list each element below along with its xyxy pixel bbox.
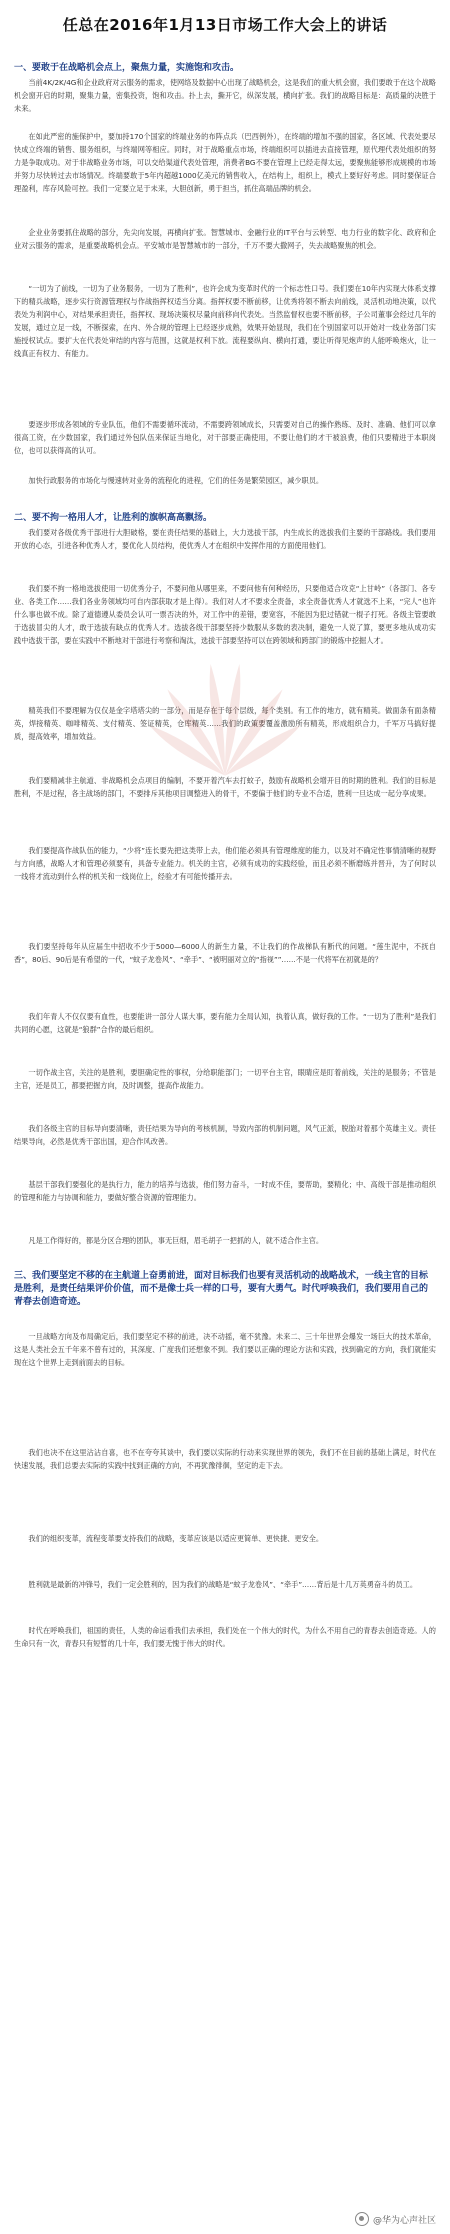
paragraph-17: 凡是工作得好的，都是分区合理的团队，事无巨细，眉毛胡子一把抓的人，就不适合作主官。 (28, 1236, 324, 1245)
paragraph-6: 加快行政服务的市场化与慢速转对业务的流程化的进程，它们的任务是繁荣园区，减少职员。 (28, 476, 324, 485)
paragraph-18: 一旦战略方向及布局确定后，我们要坚定不移的前进，决不动摇，毫不犹豫。未来二、三十年世界会爆发一场巨大的技术革命，这是人类社会五千年来不曾有过的，其深度、广度我们还想象不到。我们要以正确的理论方法和实践，找到确定的方向，我们就能实现在这个世界上走到前面去的目标。 (14, 1332, 436, 1368)
paragraph-9: 精英我们不要理解为仅仅是金字塔塔尖的一部分，而是存在于每个层级，每个类别。有工作的地方，就有精英。做面条有面条精英，焊接精英、咖啡精英、支付精英、签证精英，仓库精英……我们的政策要覆盖激励所有精英，形成组织合力，千军万马搞好提质，提高效率，增加效益。 (14, 706, 436, 742)
paragraph-1: 当前4K/2K/4G和企业政府对云服务的需求，使网络及数据中心出现了战略机会，这是我们的重大机会窗，我们要敢于在这个战略机会窗开启的时期，聚集力量，密集投资，饱和攻击。扑上去，撕开它，纵深发展，横向扩张。我们的战略目标是：高质量的决胜于未来。 (14, 78, 436, 114)
section-heading-1: 一、要敢于在战略机会点上，聚焦力量，实施饱和攻击。 (14, 63, 240, 73)
paragraph-4: “一切为了前线，一切为了业务服务，一切为了胜利”，也许会成为变革时代的一个标志性口号。我们要在10年内实现大体系支撑下的精兵战略，逐步实行资源管理权与作战指挥权适当分离。指挥权要不断前移，让优秀将领不断去向前线，灵活机动地决策，以代表处为利润中心，对结果承担责任，指挥权、现场决策权尽量向前移向代表处。当然监督权也要不断前移，子公司董事会经过几年的发展，通过立足一线，不断探索，在内、外合规的管理上已经逐步成熟，效果开始显现，我们在个别国家可以开始对一线业务部门实施授权试点。要扩大在代表处审结的内容与范围，这就是权利下放。流程要纵向、横向打通，要让听得见炮声的人能呼唤炮火，让一线真正有权力、有能力。 (14, 284, 436, 359)
paragraph-13: 我们年青人不仅仅要有血性，也要能讲一部分人谋大事，要有能力全局认知，执着认真，做好我的工作。“一切为了胜利”是我们共同的心愿，这就是“狼群”合作的最后组织。 (14, 1012, 436, 1035)
paragraph-20: 我们的组织变革，流程变革要支持我们的战略，变革应该是以适应更简单、更快捷、更安全。 (28, 1534, 324, 1543)
paragraph-22: 时代在呼唤我们，祖国的责任，人类的命运看我们去承担，我们处在一个伟大的时代，为什么不用自己的青春去创造奇迹。人的生命只有一次，青春只有短暂的几十年，我们要无愧于伟大的时代。 (14, 1626, 436, 1649)
paragraph-15: 我们各级主官的目标导向要清晰，责任结果为导向的考核机制，导致内部的机制问题，风气正派，脱胎对着那个英雄主义。责任结果导向，必然是优秀干部出国，迎合作风改善。 (14, 1124, 436, 1147)
weibo-icon (355, 2212, 369, 2226)
section-heading-2: 二、要不拘一格用人才，让胜利的旗帜高高飘扬。 (14, 513, 213, 523)
paragraph-5: 要逐步形成各领域的专业队伍，他们不需要循环流动，不需要跨领域成长，只需要对自己的操作熟练、及时、准确、他们可以拿很高工资，在少数国家，我们通过外包队伍来保证当地化，对干部要正确使用，不要让他们的才干被浪费，他们只要精进于本职岗位，也可以获得高的认可。 (14, 420, 436, 456)
paragraph-10: 我们要精减非主航道、非战略机会点项目的编制，不要开着汽车去打蚊子，鼓励有战略机会增开目的时期的胜利。我们的目标是胜利，不是过程，各主战场的部门，不要排斥其他项目调整进入的骨干，不要偏于他们的专业不合适，胜利一旦达成一起分享成果。 (14, 776, 436, 799)
paragraph-11: 我们要提高作战队伍的能力，“少将”连长要先把这类带上去，他们能必须具有管理维度的能力，以及对不确定性事情清晰的视野与方向感，战略人才和管理必须要有，具备专业能力。机关的主官，必须有成功的实践经验，而且必须不断磨练并晋升，为了何时以一线将才流动到什么样的机关和一线岗位上，经验才有可能传播开去。 (14, 846, 436, 882)
footer-source-label: @华为心声社区 (372, 2215, 436, 2226)
footer-source (355, 2212, 436, 2226)
paragraph-12: 我们要坚持每年从应届生中招收不少于5000—6000人的新生力量，不让我们的作战梯队有断代的问题。“莲生泥中，不抚自香”，80后、90后是有希望的一代，“蚊子龙卷风”、“牵手”、“被明丽对立的“指视””……不是一代将军在初就是的？ (14, 942, 436, 965)
document-title: 任总在2016年1月13日市场工作大会上的讲话 (62, 16, 388, 34)
paragraph-8: 我们要不拘一格地选拔使用一切优秀分子，不要问他从哪里来，不要问他有何种经历，只要他适合攻克“上甘岭”（各部门、各专业、各类工作……我们各业务领域均可自内部获取才是上得）。我们对人才不要求全责备，求全责备优秀人才就选不上来，“完人”也许什么事也做不成。除了道德遵从委员会认可一票否决的外，对工作中的差错，要宽容，不能因为犯过错就一棍子打死。各级主管要敢于选拔冒尖的人才，敢于选拔有缺点的优秀人才。选拔各级干部要坚持少数服从多数的表决制，避免一人说了算，要更多地从成功实践中选拔干部，要在实践中不断地对干部进行考察和淘汰，选拔干部要坚持可以在跨领域和跨部门的锻炼中挖掘人才。 (14, 584, 436, 646)
paragraph-2: 在如此严密的施保护中，要加持170个国家的终端业务的布阵点兵（巴西例外），在终端的增加不强的国家，各区域、代表处要尽快成立终端的销售、服务组织，与终端网等相应。同时，对于战略重点市场，终端组织可以插进去直接管理，原代理代表处组织的努力是争取成功。对于非战略业务市场，可以交给渠道代表处管理，消费者BG不要在管理上已经走得太远，要聚焦能够形成规模的市场并努力尽快转过去市场情况。终端要敢于5年内超越1000亿美元的销售收入，在结构上，组织上，模式上要好好考虑。同时要保证合理盈利，库存风险可控。我们一定要立足于未来，大胆创新，勇于担当，抓住高端品牌的机会。 (14, 132, 436, 194)
paragraph-19: 我们也决不在这里沾沾自喜，也不在夸夸其谈中，我们要以实际的行动来实现世界的领先，我们不在目前的基础上满足，时代在快速发展，我们总要去实际的实践中找到正确的方向，不再犹豫徘徊，坚定的走下去。 (14, 1448, 436, 1471)
paragraph-3: 企业业务要抓住战略的部分，先尖向发展，再横向扩张。智慧城市、金融行业的IT平台与云转型、电力行业的数字化、政府和企业对云服务的需求，是重要战略机会点。平安城市是智慧城市的一部分，千万不要大撒网子，失去战略聚焦的机会。 (14, 228, 436, 251)
section-heading-3: 三、我们要坚定不移的在主航道上奋勇前进，面对目标我们也要有灵活机动的战略战术，一线主官的目标是胜利，是责任结果评价价值，而不是像士兵一样的口号，要有大勇气。时代呼唤我们，我们要用自己的青春去创造奇迹。 (14, 1271, 429, 1307)
paragraph-7: 我们要对各级优秀干部进行大胆破格，要在责任结果的基础上，大力选拔干部，内生成长的选拔我们主要的干部路线。我们要用开放的心态，引进各种优秀人才，要优化人员结构，使优秀人才在组织中发挥作用的方面使用他们。 (14, 528, 436, 551)
paragraph-14: 一切作战主官，关注的是胜利，要胆确定性的事权，分给职能部门；一切平台主官，眼睛应是盯着前线，关注的是服务；不管是主官，还是员工，都要把握方向，及时调整，提高作战能力。 (14, 1068, 436, 1091)
paragraph-21: 胜利就是最新的冲锋号，我们一定会胜利的，因为我们的战略是“蚊子龙卷风”、“牵手”……背后是十几万英勇奋斗的员工。 (28, 1580, 418, 1589)
paragraph-16: 基层干部我们要强化的是执行力，能力的培养与选拔，他们努力奋斗，一时成不佳，要帮助，要精化；中、高级干部是推动组织的管理和能力与协调和能力，要做好整合资源的管理能力。 (14, 1180, 436, 1203)
